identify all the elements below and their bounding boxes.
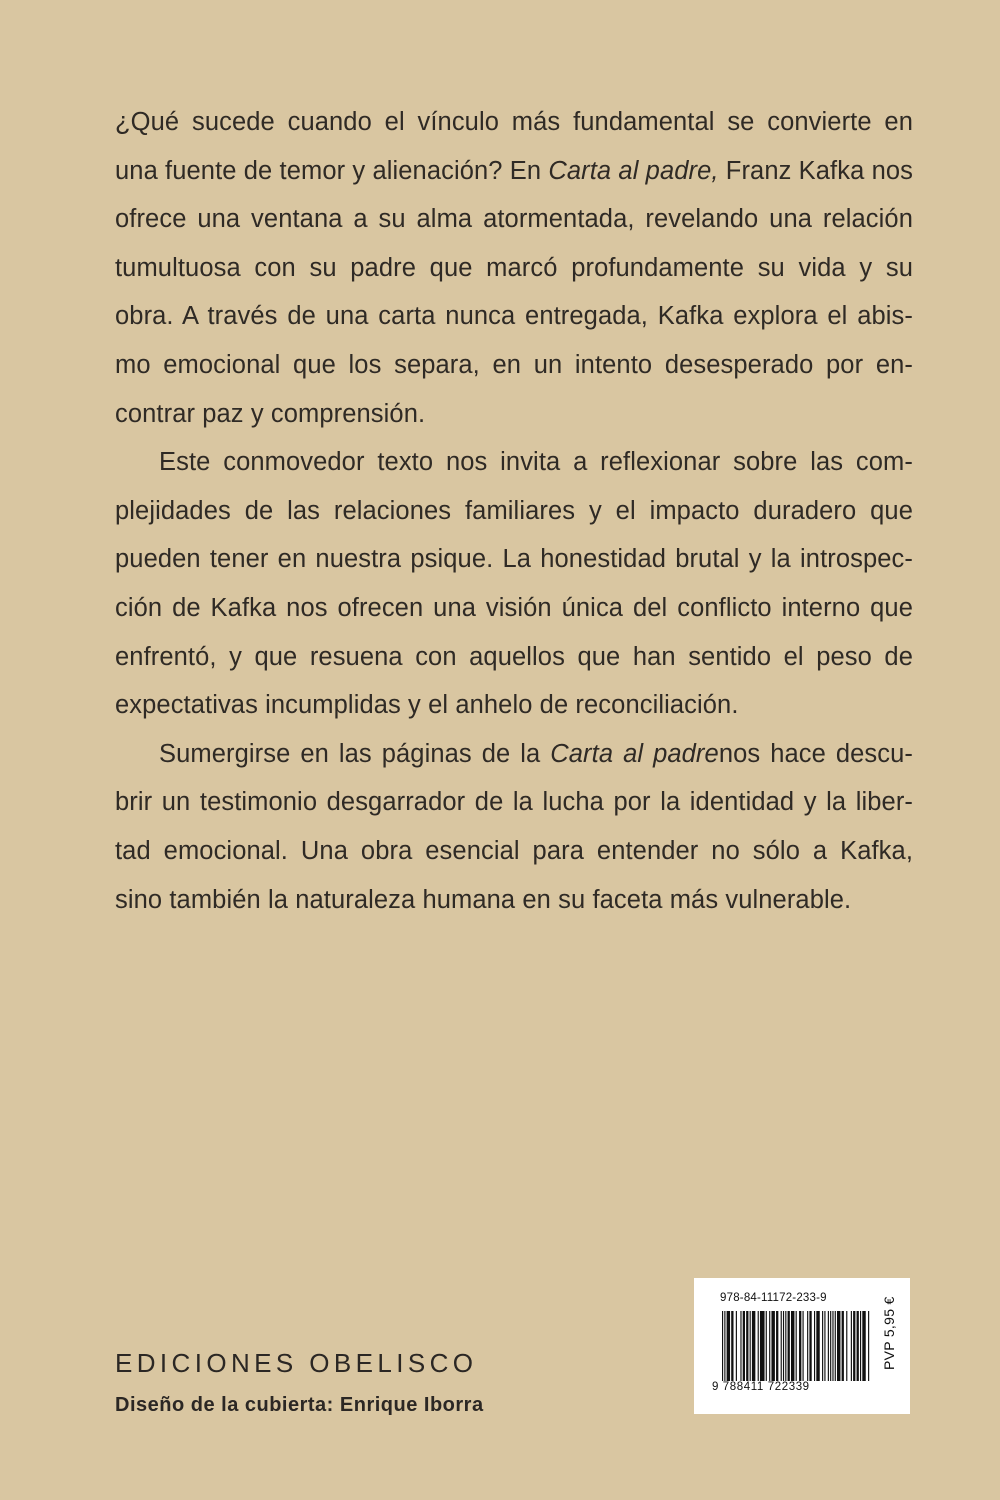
blurb-p2-line-1: Este conmovedor texto nos invita a reflexionar sobre las com- <box>159 448 913 477</box>
price-label: PVP 5,95 € <box>881 1296 897 1370</box>
blurb-p1-line-1: ¿Qué sucede cuando el vínculo más fundamental se convierte en <box>115 108 913 136</box>
blurb-text-segment: nos hace descu- <box>718 739 913 768</box>
barcode-bar <box>746 1311 748 1381</box>
blurb-p1-line-5: obra. A través de una carta nunca entregada, Kafka explora el abis- <box>115 302 913 331</box>
back-cover-blurb <box>115 98 913 924</box>
cover-design-credit: Diseño de la cubierta: Enrique Iborra <box>115 1394 484 1416</box>
blurb-p2-line-6: expectativas incumplidas y el anhelo de reconciliación. <box>115 691 739 720</box>
barcode-bar <box>862 1311 865 1381</box>
book-title-italic: Carta al padre <box>550 739 719 768</box>
barcode-bar <box>743 1311 745 1381</box>
barcode-bar <box>781 1311 782 1381</box>
blurb-p1-line-6: mo emocional que los separa, en un intento desesperado por en- <box>115 350 913 379</box>
barcode-bar <box>731 1311 733 1381</box>
barcode-bar <box>796 1311 797 1381</box>
blurb-text-segment: Sumergirse en las páginas de la <box>159 739 551 768</box>
barcode-bar <box>803 1311 804 1381</box>
barcode-bar <box>785 1311 786 1381</box>
barcode-bar <box>830 1311 831 1381</box>
barcode-bars <box>722 1311 870 1381</box>
barcode-bar <box>868 1311 869 1381</box>
barcode-bar <box>851 1311 852 1381</box>
barcode-bar <box>814 1311 815 1381</box>
barcode-bar <box>842 1311 844 1381</box>
barcode-bar <box>740 1311 741 1381</box>
barcode-bar <box>783 1311 784 1381</box>
barcode-bar <box>791 1311 794 1381</box>
blurb-p1-line-7: contrar paz y comprensión. <box>115 399 426 428</box>
barcode-bar <box>727 1311 730 1381</box>
blurb-p3-line-2: brir un testimonio desgarrador de la lucha por la identidad y la liber- <box>115 788 913 817</box>
blurb-p2-line-4: ción de Kafka nos ofrecen una visión única del conflicto interno que <box>115 593 913 622</box>
barcode-bar <box>837 1311 840 1381</box>
barcode-bar <box>846 1311 847 1381</box>
blurb-p1-line-4: tumultuosa con su padre que marcó profundamente su vida y su <box>115 253 913 282</box>
barcode-bar <box>809 1311 811 1381</box>
publisher-name: EDICIONES OBELISCO <box>115 1348 478 1378</box>
barcode-digits: 9 788411 722339 <box>712 1381 810 1393</box>
barcode-bar <box>771 1311 774 1381</box>
barcode-bar <box>758 1311 759 1381</box>
barcode-bar <box>807 1311 808 1381</box>
barcode-bar <box>724 1311 725 1381</box>
barcode-bar <box>736 1311 737 1381</box>
barcode-label <box>694 1278 910 1414</box>
barcode-bar <box>769 1311 770 1381</box>
barcode-bar <box>722 1311 723 1381</box>
barcode-bar <box>776 1311 778 1381</box>
blurb-text-segment: Franz Kafka nos <box>718 156 913 185</box>
blurb-p2-line-3: pueden tener en nuestra psique. La honestidad brutal y la introspec- <box>115 545 913 574</box>
barcode-bar <box>750 1311 751 1381</box>
blurb-p2-line-5: enfrentó, y que resuena con aquellos que han sentido el peso de <box>115 642 913 671</box>
barcode-bar <box>760 1311 765 1381</box>
barcode-bar <box>799 1311 801 1381</box>
blurb-p3-line-4: sino también la naturaleza humana en su faceta más vulnerable. <box>115 885 852 914</box>
barcode-bar <box>828 1311 829 1381</box>
barcode-bar <box>822 1311 823 1381</box>
barcode-bar <box>752 1311 755 1381</box>
barcode-bar <box>766 1311 767 1381</box>
blurb-p2-line-2: plejidades de las relaciones familiares y el impacto duradero que <box>115 496 913 525</box>
barcode-bar <box>788 1311 790 1381</box>
barcode-bar <box>835 1311 836 1381</box>
book-title-italic: Carta al padre, <box>548 156 719 185</box>
blurb-p3-line-3: tad emocional. Una obra esencial para entender no sólo a Kafka, <box>115 836 913 865</box>
barcode-bar <box>860 1311 861 1381</box>
barcode-bar <box>816 1311 819 1381</box>
barcode-bar <box>832 1311 833 1381</box>
barcode-bar <box>853 1311 855 1381</box>
isbn-number: 978-84-11172-233-9 <box>720 1292 827 1304</box>
barcode-bar <box>857 1311 859 1381</box>
blurb-p3-line-1 <box>115 730 913 779</box>
blurb-text-segment: una fuente de temor y alienación? En <box>115 156 549 185</box>
barcode-bar <box>824 1311 825 1381</box>
blurb-p1-line-3: ofrece una ventana a su alma atormentada, revelando una relación <box>115 205 913 234</box>
blurb-p1-line-2 <box>115 147 913 196</box>
